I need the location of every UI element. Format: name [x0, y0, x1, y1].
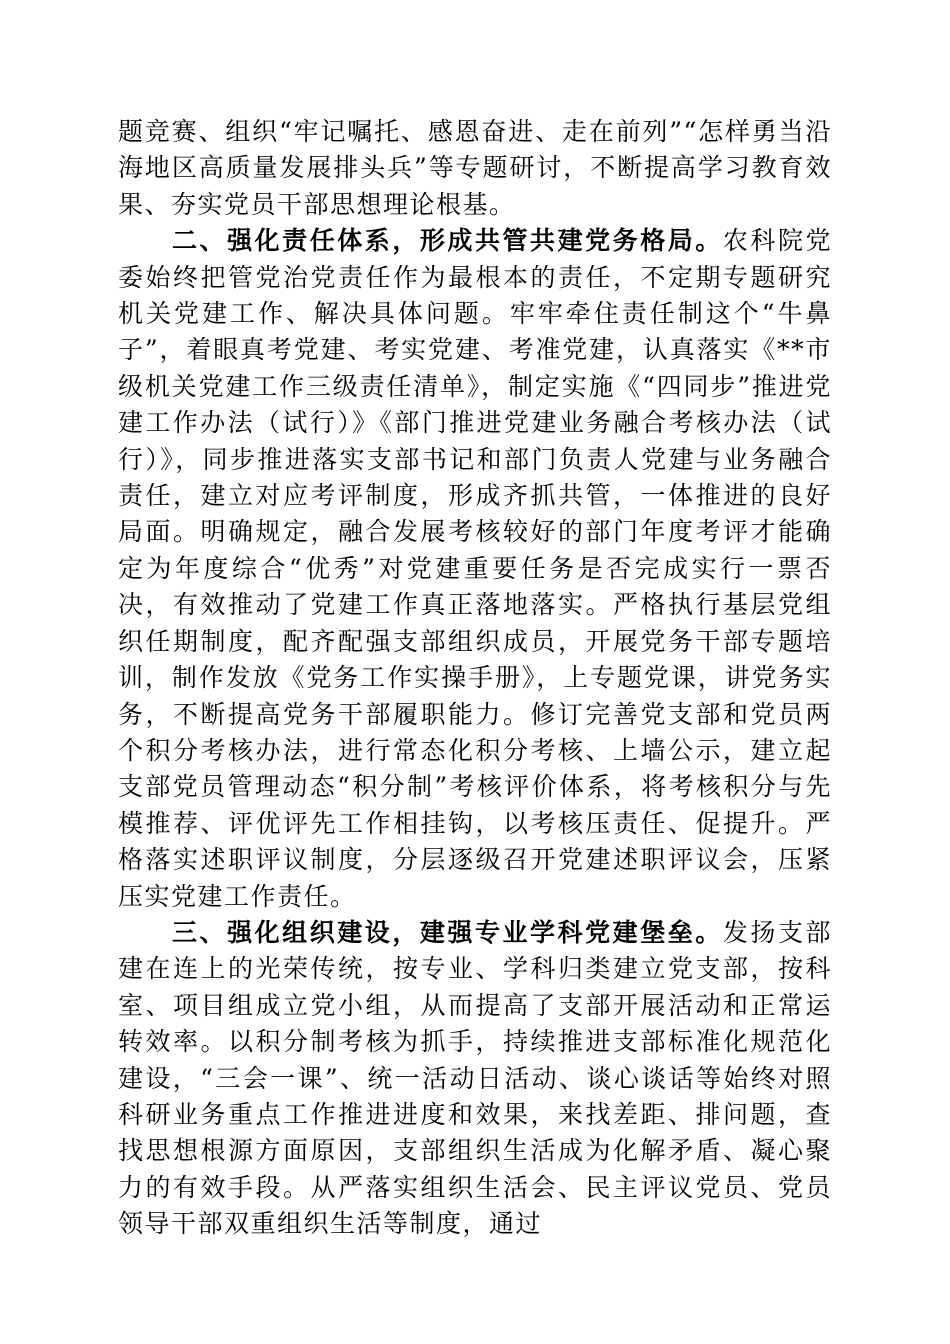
paragraph-section-two: [118, 223, 832, 915]
paragraph-continuation: [118, 114, 832, 223]
paragraph-text: 农科院党委始终把管党治党责任作为最根本的责任，不定期专题研究机关党建工作、解决具体问题。牢牢牵住责任制这个“牛鼻子”，着眼真考党建、考实党建、考准党建，认真落实《**市级机关党建工作三级责任清单》，制定实施《“四同步”推进党建工作办法（试行）》《部门推进党建业务融合考核办法（试行）》，同步推进落实支部书记和部门负责人党建与业务融合责任，建立对应考评制度，形成齐抓共管，一体推进的良好局面。明确规定，融合发展考核较好的部门年度考评才能确定为年度综合“优秀”对党建重要任务是否完成实行一票否决，有效推动了党建工作真正落地落实。严格执行基层党组织任期制度，配齐配强支部组织成员，开展党务干部专题培训，制作发放《党务工作实操手册》，上专题党课，讲党务实务，不断提高党务干部履职能力。修订完善党支部和党员两个积分考核办法，进行常态化积分考核、上墙公示，建立起支部党员管理动态“积分制”考核评价体系，将考核积分与先模推荐、评优评先工作相挂钩，以考核压责任、促提升。严格落实述职评议制度，分层逐级召开党建述职评议会，压紧压实党建工作责任。: [118, 226, 832, 911]
section-heading: 三、强化组织建设，建强专业学科党建堡垒。: [172, 917, 723, 947]
paragraph-section-three: [118, 915, 832, 1243]
document-page: [118, 114, 832, 1243]
paragraph-text: 题竞赛、组织“牢记嘱托、感恩奋进、走在前列”“怎样勇当沿海地区高质量发展排头兵”等专题研讨，不断提高学习教育效果、夯实党员干部思想理论根基。: [118, 117, 832, 219]
section-heading: 二、强化责任体系，形成共管共建党务格局。: [172, 226, 723, 256]
paragraph-text: 发扬支部建在连上的光荣传统，按专业、学科归类建立党支部，按科室、项目组成立党小组，从而提高了支部开展活动和正常运转效率。以积分制考核为抓手，持续推进支部标准化规范化建设，“三会一课”、统一活动日活动、谈心谈话等始终对照科研业务重点工作推进进度和效果，来找差距、排问题，查找思想根源方面原因，支部组织生活成为化解矛盾、凝心聚力的有效手段。从严落实组织生活会、民主评议党员、党员领导干部双重组织生活等制度，通过: [118, 917, 832, 1239]
